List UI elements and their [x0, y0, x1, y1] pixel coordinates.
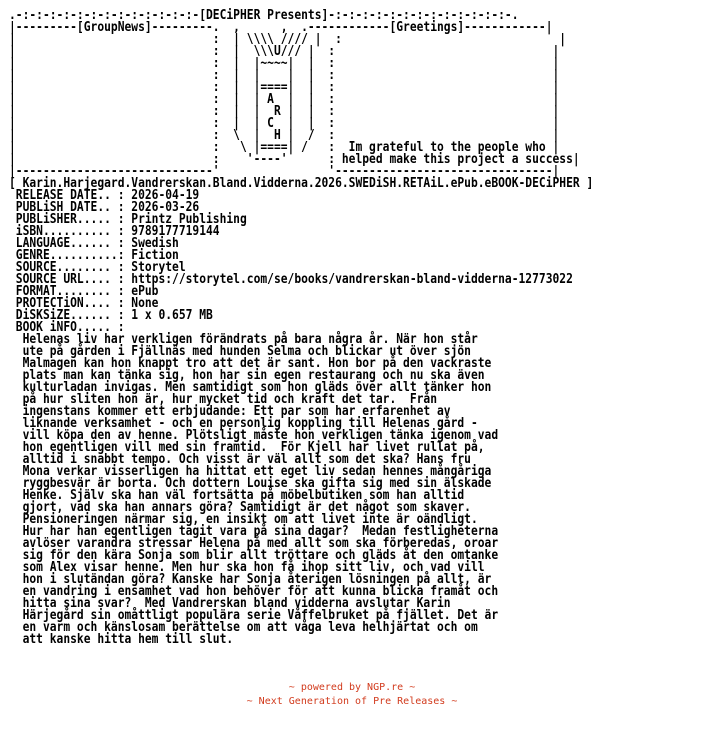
- nfo-line: | : | \\\\ //// | : |: [9, 32, 567, 47]
- nfo-text-block: [9, 10, 593, 646]
- nfo-line: avlöser varandra stressar Helena på med allt som ska förberedas, oroar: [9, 536, 499, 551]
- nfo-line: på hur sliten hon är, hur mycket tid och kraft det tar. Från: [9, 392, 438, 407]
- nfo-line: vill köpa den av henne. Plötsligt måste hon verkligen tänka igenom vad: [9, 428, 499, 443]
- nfo-line: |-----------------------------' '--------------------------------|: [9, 164, 560, 179]
- nfo-line: ingenstans kommer ett erbjudande: Ett par som har erfarenhet av: [9, 404, 451, 419]
- nfo-line: PROTECTiON.... : None: [9, 296, 159, 311]
- nfo-line: ute på gården i Fjällnäs med hunden Selma och blickar ut över sjön: [9, 344, 471, 359]
- nfo-line: | : \ |====| / : Im grateful to the people who |: [9, 140, 560, 155]
- nfo-line: som Alex visar henne. Men hur ska hon få ihop sitt liv, och vad vill: [9, 560, 485, 575]
- nfo-line: LANGUAGE...... : Swedish: [9, 236, 179, 251]
- nfo-line: kulturladan invigas. Men samtidigt som hon gläds över allt tänker hon: [9, 380, 492, 395]
- nfo-line: Helenas liv har verkligen förändrats på bara några år. När hon står: [9, 332, 478, 347]
- nfo-line: alltid i snabbt tempo. Och visst är väl allt som det ska? Hans fru: [9, 452, 471, 467]
- nfo-line: hon egentligen vill med sin framtid. För Kjell har livet rullat på,: [9, 440, 485, 455]
- nfo-line: PUBLiSH DATE.. : 2026-03-26: [9, 200, 200, 215]
- footer-tagline: ~ Next Generation of Pre Releases ~: [246, 696, 458, 707]
- nfo-line: Härjegård sin omåttligt populära serie Våffelbruket på fjället. Det är: [9, 608, 499, 623]
- nfo-line: | : | \\\U/// | : |: [9, 44, 560, 59]
- nfo-line: plats man kan tänka sig, hon har sin egen restaurang och nu ska även: [9, 368, 485, 383]
- nfo-line: | : | | R | | : |: [9, 104, 560, 119]
- nfo-line: en vandring i ensamhet vad hon behöver för att kunna blicka framåt och: [9, 584, 499, 599]
- nfo-line: en varm och känslosam berättelse om att våga leva helhjärtat och om: [9, 620, 478, 635]
- nfo-line: iSBN.......... : 9789177719144: [9, 224, 220, 239]
- nfo-line: | : | | C | | : |: [9, 116, 560, 131]
- nfo-line: |---------[GroupNews]---------. , , .------------[Greetings]------------|: [9, 20, 553, 35]
- nfo-line: RELEASE DATE.. : 2026-04-19: [9, 188, 200, 203]
- nfo-line: PUBLiSHER..... : Printz Publishing: [9, 212, 247, 227]
- nfo-line: | : | |~~~~| | : |: [9, 56, 560, 71]
- footer: [0, 681, 704, 709]
- nfo-line: | : \ | H | / : |: [9, 128, 560, 143]
- nfo-line: | : '----' : helped make this project a success|: [9, 152, 580, 167]
- nfo-line: ryggbesvär är borta. Och dottern Louise ska gifta sig med sin älskade: [9, 476, 492, 491]
- nfo-line: GENRE..........: Fiction: [9, 248, 179, 263]
- nfo-line: hon i slutändan göra? Kanske har Sonja återigen lösningen på allt, är: [9, 572, 492, 587]
- nfo-line: gjort, vad ska han annars göra? Samtidigt är det något som skaver.: [9, 500, 471, 515]
- nfo-line: BOOK iNFO..... :: [9, 320, 125, 335]
- footer-powered-by: ~ powered by NGP.re ~: [288, 682, 416, 693]
- nfo-line: .-:-:-:-:-:-:-:-:-:-:-:-:-:-[DECiPHER Presents]-:-:-:-:-:-:-:-:-:-:-:-:-:-.: [9, 8, 519, 23]
- nfo-line: | : | |====| | : |: [9, 80, 560, 95]
- nfo-line: Mona verkar visserligen ha hittat ett eget liv sedan hennes mångåriga: [9, 464, 492, 479]
- nfo-line: FORMAT........ : ePub: [9, 284, 159, 299]
- nfo-line: DiSKSiZE...... : 1 x 0.657 MB: [9, 308, 213, 323]
- nfo-line: att kanske hitta hem till slut.: [9, 632, 234, 647]
- nfo-line: liknande verksamhet - och en personlig koppling till Helenas gård -: [9, 416, 478, 431]
- nfo-line: | : | | | | : |: [9, 68, 560, 83]
- nfo-line: | : | | A | | : |: [9, 92, 560, 107]
- nfo-line: Pensioneringen närmar sig, en insikt om att livet inte är oändligt.: [9, 512, 478, 527]
- nfo-line: [ Karin.Harjegard.Vandrerskan.Bland.Vidderna.2026.SWEDiSH.RETAiL.ePub.eBOOK-DECiPHER ]: [9, 176, 594, 191]
- nfo-line: Henke. Själv ska han väl fortsätta på möbelbutiken som han alltid: [9, 488, 465, 503]
- nfo-line: Malmagen kan hon knappt tro att det är sant. Hon bor på den vackraste: [9, 356, 492, 371]
- nfo-line: SOURCE........ : Storytel: [9, 260, 186, 275]
- nfo-line: hitta sina svar? Med Vandrerskan bland vidderna avslutar Karin: [9, 596, 451, 611]
- nfo-line: SOURCE URL.... : https://storytel.com/se/books/vandrerskan-bland-vidderna-12773022: [9, 272, 573, 287]
- nfo-line: sig för den kära Sonja som blir allt tröttare och gläds åt den omtanke: [9, 548, 499, 563]
- nfo-line: Hur har han egentligen tagit vara på sina dagar? Medan festligheterna: [9, 524, 499, 539]
